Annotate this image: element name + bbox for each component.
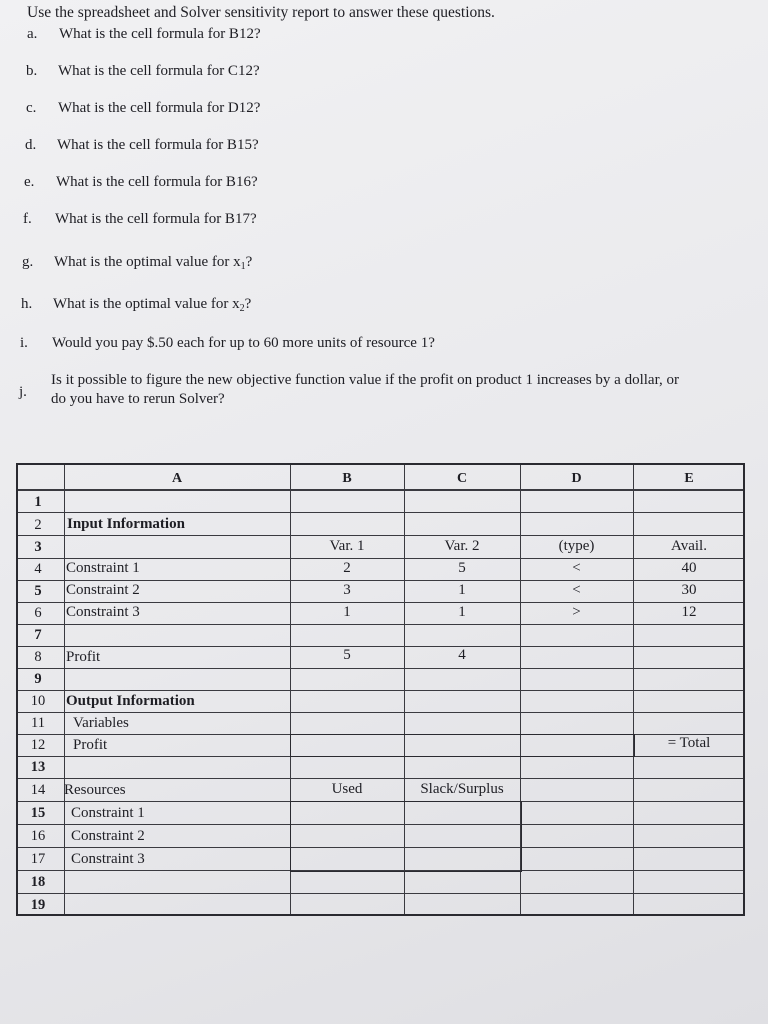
question-letter: i. — [20, 335, 28, 351]
row-number: 19 — [30, 897, 46, 913]
variables-label: Variables — [73, 715, 129, 731]
constraint-2-avail: 30 — [681, 582, 697, 598]
question-text: What is the cell formula for B12? — [59, 26, 261, 42]
intro-text: Use the spreadsheet and Solver sensitivity report to answer these questions. — [27, 4, 495, 21]
constraint-1-var1: 2 — [343, 560, 351, 576]
row-number: 17 — [30, 851, 46, 867]
output-information-label: Output Information — [66, 693, 195, 709]
constraint-1-var2: 5 — [458, 560, 466, 576]
output-constraint-2-label: Constraint 2 — [71, 828, 145, 844]
column-header-c[interactable]: C — [456, 471, 468, 486]
question-text: What is the cell formula for B15? — [57, 137, 259, 153]
question-text: What is the cell formula for D12? — [58, 100, 261, 116]
profit-output-label: Profit — [73, 737, 108, 753]
var2-header: Var. 2 — [444, 538, 480, 554]
profit-var1: 5 — [343, 647, 351, 663]
row-number: 4 — [34, 561, 42, 577]
output-constraint-3-label: Constraint 3 — [71, 851, 145, 867]
used-header: Used — [331, 781, 363, 797]
total-label: = Total — [667, 735, 711, 751]
profit-label: Profit — [66, 649, 101, 665]
row-number: 16 — [30, 828, 46, 844]
constraint-3-var2: 1 — [458, 604, 466, 620]
constraint-2-var1: 3 — [343, 582, 351, 598]
question-letter: b. — [26, 63, 38, 79]
row-number: 14 — [30, 782, 46, 798]
row-number: 9 — [34, 671, 42, 687]
question-text: What is the cell formula for C12? — [58, 63, 260, 79]
row-number: 2 — [34, 517, 42, 533]
resources-label: Resources — [64, 782, 126, 798]
question-text: Would you pay $.50 each for up to 60 more units of resource 1? — [52, 335, 435, 351]
constraint-3-var1: 1 — [343, 604, 351, 620]
question-text: Is it possible to figure the new objective function value if the profit on product 1 increases by a dollar, or do you have to rerun Solver? — [51, 372, 679, 407]
question-letter: g. — [22, 254, 34, 270]
column-header-d[interactable]: D — [571, 471, 582, 486]
constraint-3-avail: 12 — [681, 604, 697, 620]
input-information-label: Input Information — [67, 516, 185, 532]
spreadsheet — [16, 463, 745, 916]
question-letter: a. — [27, 26, 38, 42]
slack-surplus-header: Slack/Surplus — [420, 781, 504, 797]
row-number: 5 — [34, 583, 42, 599]
column-header-b[interactable]: B — [342, 471, 352, 486]
constraint-3-label: Constraint 3 — [66, 604, 140, 620]
avail-header: Avail. — [671, 538, 707, 554]
constraint-2-var2: 1 — [458, 582, 466, 598]
row-number: 7 — [34, 627, 42, 643]
row-number: 13 — [30, 759, 46, 775]
row-number: 15 — [30, 805, 46, 821]
row-number: 12 — [30, 737, 46, 753]
row-number: 3 — [34, 539, 42, 555]
question-letter: f. — [23, 211, 32, 227]
row-number: 10 — [30, 693, 46, 709]
question-letter: d. — [25, 137, 37, 153]
question-text: What is the cell formula for B16? — [56, 174, 258, 190]
type-header: (type) — [558, 538, 595, 554]
row-number: 18 — [30, 874, 46, 890]
question-letter: c. — [26, 100, 37, 116]
question-text: What is the cell formula for B17? — [55, 211, 257, 227]
var1-header: Var. 1 — [329, 538, 365, 554]
row-number: 1 — [34, 494, 42, 510]
constraint-1-label: Constraint 1 — [66, 560, 140, 576]
constraint-2-label: Constraint 2 — [66, 582, 140, 598]
question-text: What is the optimal value for $x_1$? — [54, 254, 253, 272]
constraint-1-avail: 40 — [681, 560, 697, 576]
question-letter: h. — [21, 296, 33, 312]
constraint-3-type: > — [572, 604, 581, 620]
question-text: What is the optimal value for $x_2$? — [53, 296, 252, 314]
column-header-a[interactable]: A — [171, 471, 183, 486]
output-constraint-1-label: Constraint 1 — [71, 805, 145, 821]
row-number: 8 — [34, 649, 42, 665]
row-number: 6 — [34, 605, 42, 621]
row-number: 11 — [31, 715, 45, 731]
column-header-e[interactable]: E — [684, 471, 694, 486]
question-letter: e. — [24, 174, 35, 190]
profit-var2: 4 — [458, 647, 466, 663]
constraint-2-type: < — [572, 582, 581, 598]
constraint-1-type: < — [572, 560, 581, 576]
question-letter: j. — [19, 384, 27, 400]
